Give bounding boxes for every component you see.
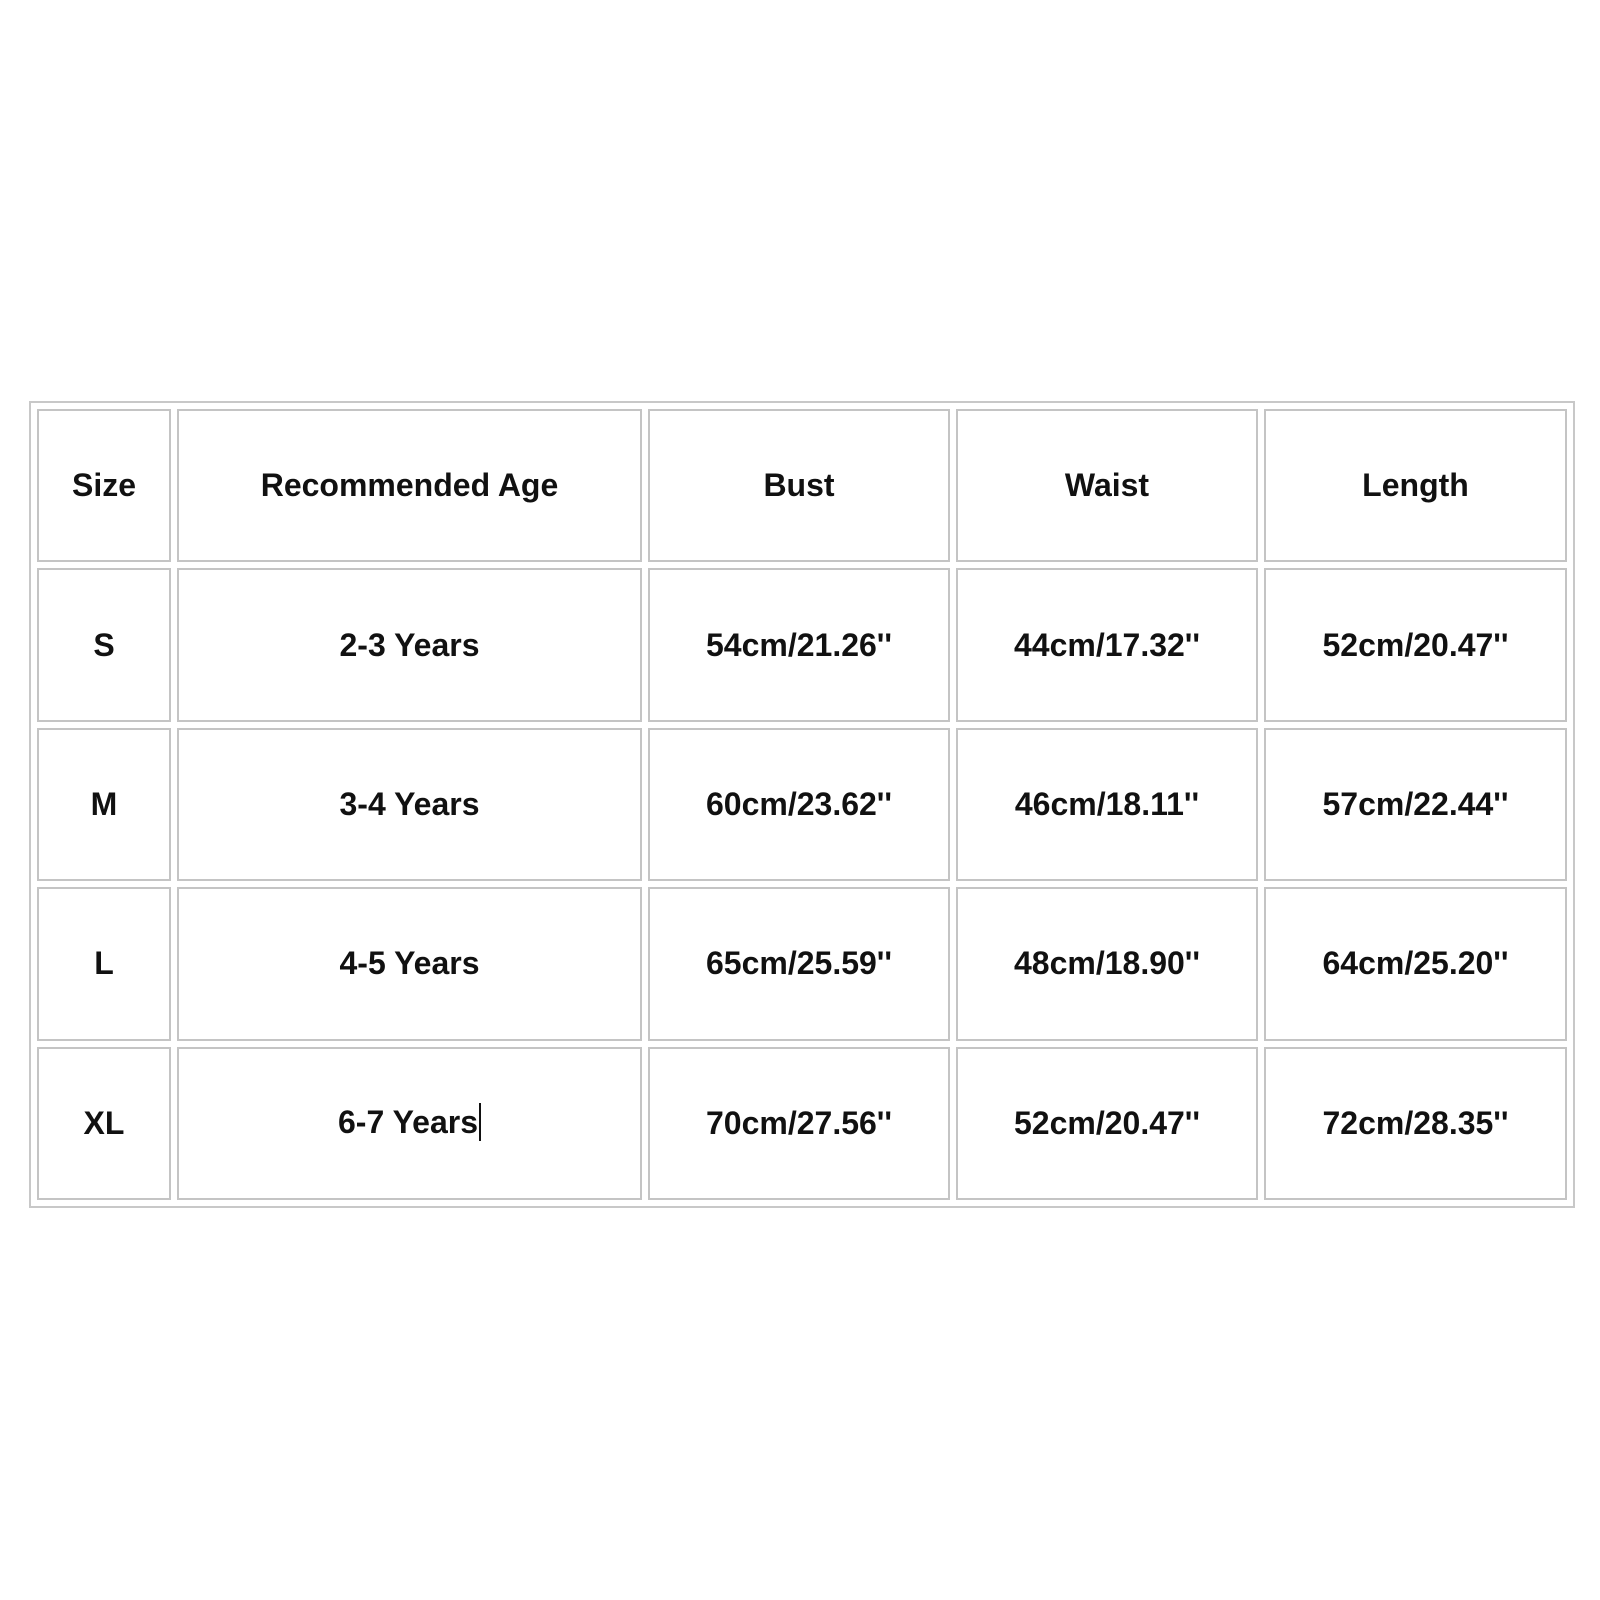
cell-age: 4-5 Years bbox=[177, 887, 642, 1040]
header-waist: Waist bbox=[956, 409, 1258, 562]
cell-age: 3-4 Years bbox=[177, 728, 642, 881]
table-row bbox=[37, 728, 1567, 881]
cell-length: 52cm/20.47'' bbox=[1264, 568, 1567, 721]
cell-bust: 65cm/25.59'' bbox=[648, 887, 950, 1040]
cell-size: M bbox=[37, 728, 171, 881]
cell-age: 2-3 Years bbox=[177, 568, 642, 721]
cell-age-text: 6-7 Years bbox=[338, 1103, 478, 1140]
header-length: Length bbox=[1264, 409, 1567, 562]
table-row bbox=[37, 1047, 1567, 1200]
cell-waist: 44cm/17.32'' bbox=[956, 568, 1258, 721]
cell-length: 64cm/25.20'' bbox=[1264, 887, 1567, 1040]
cell-waist: 48cm/18.90'' bbox=[956, 887, 1258, 1040]
size-chart-table bbox=[29, 401, 1575, 1208]
cell-length: 72cm/28.35'' bbox=[1264, 1047, 1567, 1200]
table-row bbox=[37, 568, 1567, 721]
header-size: Size bbox=[37, 409, 171, 562]
cell-waist: 46cm/18.11'' bbox=[956, 728, 1258, 881]
cell-bust: 54cm/21.26'' bbox=[648, 568, 950, 721]
cell-size: XL bbox=[37, 1047, 171, 1200]
cell-size: L bbox=[37, 887, 171, 1040]
cell-length: 57cm/22.44'' bbox=[1264, 728, 1567, 881]
header-bust: Bust bbox=[648, 409, 950, 562]
cell-age-editing[interactable] bbox=[177, 1047, 642, 1200]
header-row bbox=[37, 409, 1567, 562]
cell-bust: 70cm/27.56'' bbox=[648, 1047, 950, 1200]
cell-bust: 60cm/23.62'' bbox=[648, 728, 950, 881]
cell-waist: 52cm/20.47'' bbox=[956, 1047, 1258, 1200]
cell-size: S bbox=[37, 568, 171, 721]
text-cursor bbox=[479, 1103, 481, 1141]
table-row bbox=[37, 887, 1567, 1040]
header-recommended-age: Recommended Age bbox=[177, 409, 642, 562]
